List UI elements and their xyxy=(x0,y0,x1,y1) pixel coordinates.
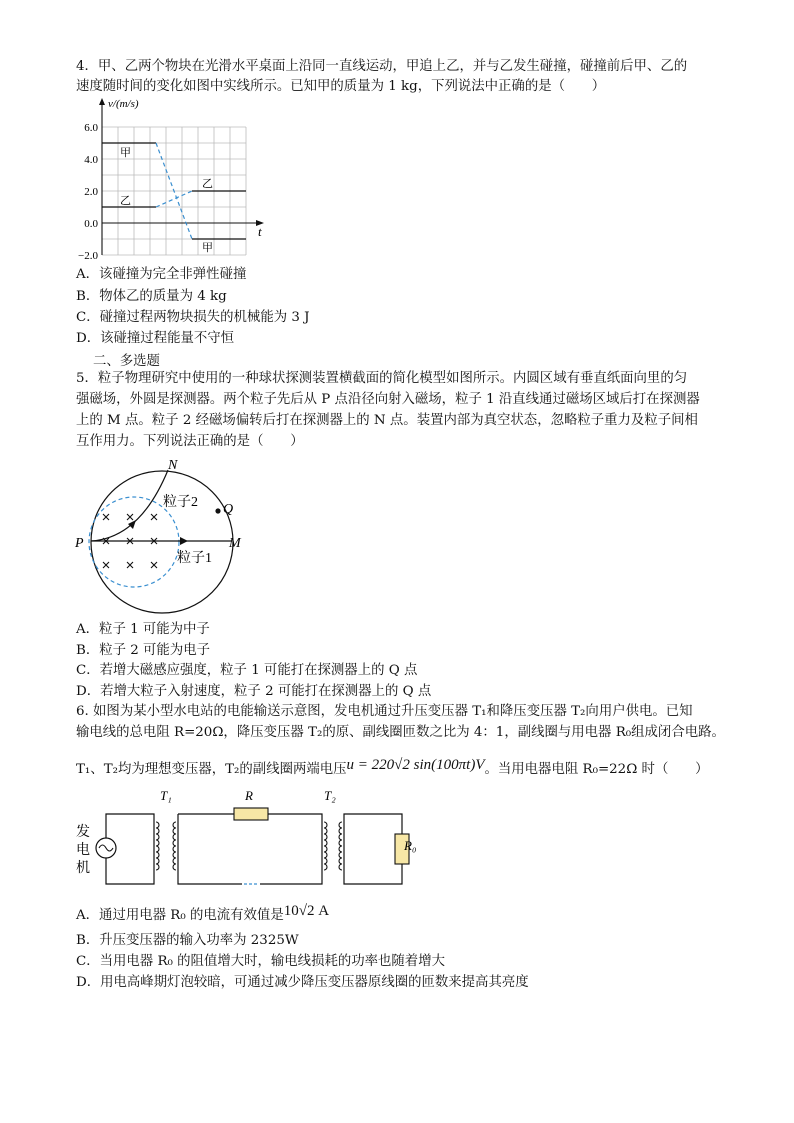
y-tick-label: 0.0 xyxy=(84,218,98,230)
y-tick-label: 4.0 xyxy=(84,154,98,166)
q6-stem-line1: 6. 如图为某小型水电站的电能输送示意图，发电机通过升压变压器 T₁和降压变压器 T₂向用户供电。已知 xyxy=(76,704,693,719)
y-tick-label: 2.0 xyxy=(84,186,98,198)
q4-velocity-chart xyxy=(72,96,272,266)
q6-option-a-text: A．通过用电器 R₀ 的电流有效值是 xyxy=(76,908,284,923)
particle2-arrow xyxy=(128,520,136,529)
q4-option-c[interactable]: C．碰撞过程两物块损失的机械能为 3 J xyxy=(76,310,310,325)
point-q-dot xyxy=(215,508,220,513)
q6-option-a-value: 10√2 A xyxy=(283,903,330,919)
particle1-arrow xyxy=(180,537,188,545)
q4-stem-line2: 速度随时间的变化如图中实线所示。已知甲的质量为 1 kg，下列说法中正确的是（ ） xyxy=(76,79,606,94)
y-tick-label: −2.0 xyxy=(78,250,98,262)
label-particle2: 粒子2 xyxy=(163,495,198,510)
transformer-t1 xyxy=(156,820,176,878)
q5-option-b[interactable]: B．粒子 2 可能为电子 xyxy=(76,643,210,658)
inner-field-circle xyxy=(89,497,179,587)
label-generator-2: 电 xyxy=(76,843,90,858)
q5-stem-line3: 上的 M 点。粒子 2 经磁场偏转后打在探测器上的 N 点。装置内部为真空状态，忽略粒子重力及粒子间相 xyxy=(76,413,698,428)
label-n: N xyxy=(168,458,178,473)
label-generator-3: 机 xyxy=(76,861,90,876)
transformer-t2 xyxy=(324,822,342,870)
q6-option-d[interactable]: D．用电高峰期灯泡较暗，可通过减少降压变压器原线圈的匝数来提高其亮度 xyxy=(76,975,529,990)
q4-option-b[interactable]: B．物体乙的质量为 4 kg xyxy=(76,289,227,304)
q5-stem-line4: 互作用力。下列说法正确的是（ ） xyxy=(76,434,304,449)
q6-option-b[interactable]: B．升压变压器的输入功率为 2325W xyxy=(76,933,299,948)
particle2-path xyxy=(91,470,168,541)
label-yi-before: 乙 xyxy=(120,195,131,207)
chart-yticks xyxy=(78,122,98,262)
section-heading: 二、多选题 xyxy=(93,354,160,369)
q5-detector-figure xyxy=(72,458,252,618)
q6-option-a[interactable] xyxy=(76,903,330,925)
q4-option-a[interactable]: A．该碰撞为完全非弹性碰撞 xyxy=(76,267,247,282)
label-t1: T₁ xyxy=(160,788,172,803)
q6-stem-line3-suffix: 。当用电器电阻 R₀=22Ω 时（ ） xyxy=(484,762,709,777)
chart-axes xyxy=(99,98,264,255)
outer-detector-circle xyxy=(91,471,233,613)
label-q: Q xyxy=(223,502,234,517)
voltage-formula: u = 220√2 sin(100πt)V xyxy=(346,757,485,773)
label-jia-after: 甲 xyxy=(202,242,213,254)
label-m: M xyxy=(229,536,241,551)
label-yi-after: 乙 xyxy=(202,178,213,190)
label-r: R xyxy=(245,788,253,803)
label-p: P xyxy=(75,536,84,551)
q5-option-c[interactable]: C．若增大磁感应强度，粒子 1 可能打在探测器上的 Q 点 xyxy=(76,663,418,678)
label-t2: T₂ xyxy=(324,788,336,803)
q5-option-a[interactable]: A．粒子 1 可能为中子 xyxy=(76,622,210,637)
q5-option-d[interactable]: D．若增大粒子入射速度，粒子 2 可能打在探测器上的 Q 点 xyxy=(76,684,432,699)
q6-stem-line3-prefix: T₁、T₂均为理想变压器，T₂的副线圈两端电压 xyxy=(76,762,347,777)
y-tick-label: 6.0 xyxy=(84,122,98,134)
q5-stem-line1: 5．粒子物理研究中使用的一种球状探测装置横截面的简化模型如图所示。内圆区域有垂直纸面向里的匀 xyxy=(76,371,688,386)
label-generator-1: 发 xyxy=(76,825,90,840)
label-particle1: 粒子1 xyxy=(177,551,212,566)
q6-circuit-diagram xyxy=(74,786,417,891)
q6-stem-line2: 输电线的总电阻 R=20Ω，降压变压器 T₂的原、副线圈匝数之比为 4：1，副线圈与用电器 R₀组成闭合电路。 xyxy=(76,725,725,740)
q4-stem-line1: 4．甲、乙两个物块在光滑水平桌面上沿同一直线运动，甲追上乙，并与乙发生碰撞，碰撞前后甲、乙的 xyxy=(76,59,688,74)
label-jia-before: 甲 xyxy=(120,147,131,159)
label-r0: R₀ xyxy=(404,838,417,853)
chart-xlabel: t xyxy=(258,224,262,239)
q6-option-c[interactable]: C．当用电器 R₀ 的阻值增大时，输电线损耗的功率也随着增大 xyxy=(76,954,445,969)
q4-option-d[interactable]: D．该碰撞过程能量不守恒 xyxy=(76,331,235,346)
resistor-r xyxy=(234,808,268,820)
q5-stem-line2: 强磁场，外圆是探测器。两个粒子先后从 P 点沿径向射入磁场，粒子 1 沿直线通过磁场区域后打在探测器 xyxy=(76,392,700,407)
series-yi-segment xyxy=(156,191,192,207)
q6-stem-line3 xyxy=(76,757,709,779)
chart-ylabel: v/(m/s) xyxy=(108,98,139,110)
y-axis-arrow xyxy=(99,98,105,105)
